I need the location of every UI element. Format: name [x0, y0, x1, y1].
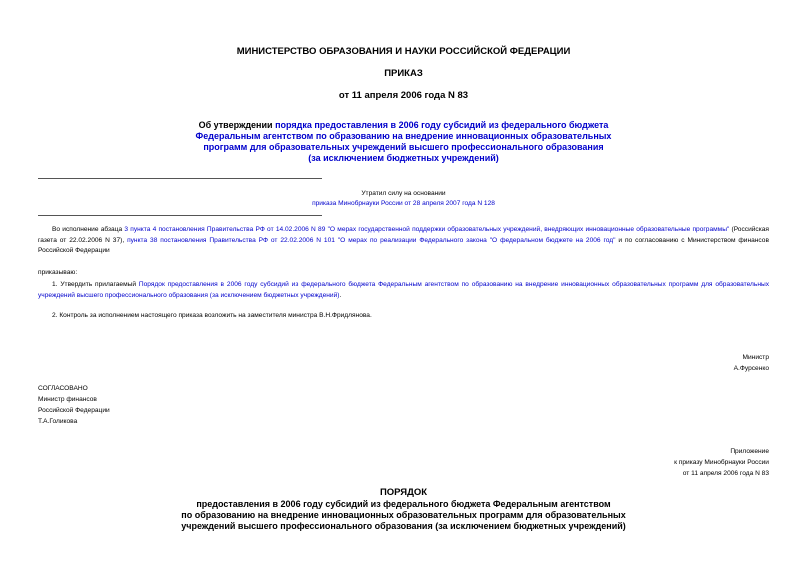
agreed-line-1: Министр финансов: [38, 396, 97, 403]
appendix-line-1: Приложение: [730, 448, 769, 455]
item1-text-1: 1. Утвердить прилагаемый: [52, 281, 139, 288]
appendix-line-2: к приказу Минобрнауки России: [674, 459, 769, 466]
signature-position: Министр: [742, 354, 769, 361]
repeal-notice: [0, 189, 807, 209]
order-date-number: от 11 апреля 2006 года N 83: [338, 90, 469, 101]
procedure-line-1: предоставления в 2006 году субсидий из федерального бюджета Федеральным агентством: [196, 499, 611, 509]
repeal-notice-link[interactable]: приказа Минобрнауки России от 28 апреля 2007 года N 128: [312, 200, 495, 207]
title-line-3[interactable]: программ для образовательных учреждений высшего профессионального образования: [203, 142, 604, 152]
order-item-1: [38, 280, 769, 301]
document-title: [0, 120, 807, 164]
item1-link[interactable]: Порядок предоставления в 2006 году субсидий из федерального бюджета Федеральным агентством по образованию на внедрение инновационных образовательных программ для образовательных учреждений высшего профессионального образования (за исключением бюджетных учреждений): [38, 281, 769, 299]
preamble-text-3: и по согласованию с Министерством финансов Российской Федерации: [38, 236, 769, 254]
procedure-heading: ПОРЯДОК: [379, 487, 428, 498]
preamble-link-2[interactable]: пункта 38 постановления Правительства РФ от 22.02.2006 N 101 "О мерах по реализации Федерального закона "О федеральном бюджете на 2006 год": [127, 236, 616, 244]
title-link[interactable]: порядка предоставления в 2006 году субсидий из федерального бюджета: [275, 120, 609, 130]
order-word: приказываю:: [38, 269, 78, 276]
separator-bottom: [38, 215, 322, 216]
order-item-2: 2. Контроль за исполнением настоящего приказа возложить на заместителя министра В.Н.Фридлянова.: [52, 312, 372, 319]
procedure-line-3: учреждений высшего профессионального образования (за исключением бюджетных учреждений): [181, 521, 626, 531]
preamble-paragraph: [38, 225, 769, 257]
title-line-4[interactable]: (за исключением бюджетных учреждений): [308, 153, 499, 163]
title-line-2[interactable]: Федеральным агентством по образованию на внедрение инновационных образовательных: [195, 131, 612, 141]
repeal-notice-text: Утратил силу на основании: [361, 190, 446, 197]
appendix-line-3: от 11 апреля 2006 года N 83: [682, 470, 769, 477]
agreed-heading: СОГЛАСОВАНО: [38, 385, 88, 392]
agreed-line-2: Российской Федерации: [38, 407, 110, 414]
title-prefix: Об утверждении: [198, 120, 276, 130]
item1-text-2: .: [339, 291, 342, 299]
preamble-text-2: (Российская газета от 22.02.2006 N 37),: [38, 226, 770, 244]
preamble-link-1[interactable]: 3 пункта 4 постановления Правительства РФ от 14.02.2006 N 89 "О мерах государственной поддержки образовательных учреждений, внедряющих инновационные образовательные программы": [124, 226, 730, 233]
procedure-line-2: по образованию на внедрение инновационных образовательных программ для образовательных: [181, 510, 626, 520]
agreed-block: [38, 383, 110, 427]
ministry-heading: МИНИСТЕРСТВО ОБРАЗОВАНИЯ И НАУКИ РОССИЙСКОЙ ФЕДЕРАЦИИ: [236, 46, 571, 57]
doc-type-heading: ПРИКАЗ: [384, 68, 423, 79]
procedure-title: [0, 499, 807, 532]
appendix-block: [674, 446, 769, 479]
separator-top: [38, 178, 322, 179]
preamble-text-1: Во исполнение абзаца: [52, 226, 125, 233]
signature-block: [734, 352, 769, 374]
agreed-line-3: Т.А.Голикова: [38, 418, 78, 425]
signature-name: А.Фурсенко: [733, 365, 769, 372]
